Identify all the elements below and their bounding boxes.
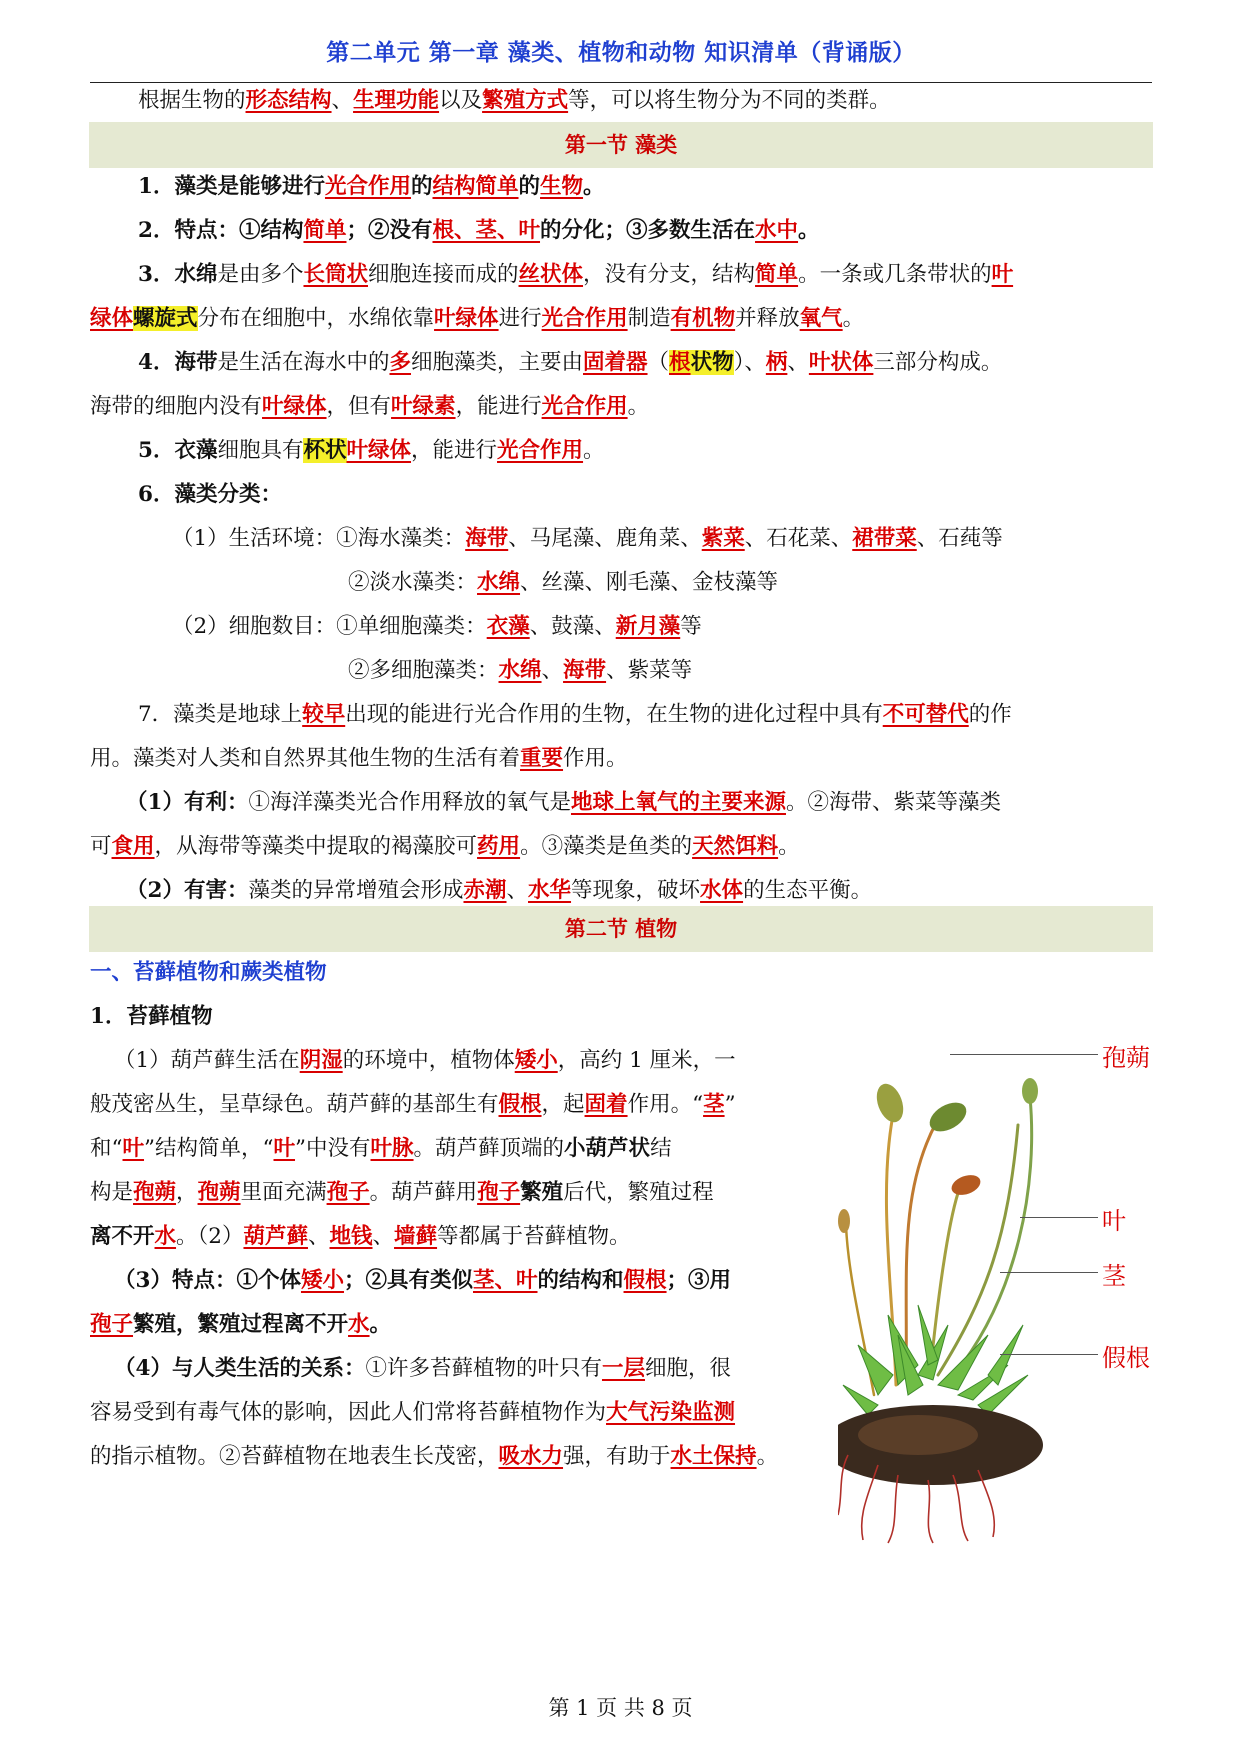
algae-point-4-line2: 海带的细胞内没有叶绿体，但有叶绿素，能进行光合作用。 <box>90 394 650 419</box>
moss-relation-line2: 容易受到有毒气体的影响，因此人们常将苔藓植物作为大气污染监测 <box>90 1400 736 1425</box>
moss-illustration <box>838 1075 1158 1545</box>
moss-relation-line3: 的指示植物。②苔藓植物在地表生长茂密，吸水力强，有助于水土保持。 <box>90 1444 779 1469</box>
moss-line-5: 离不开水。（2）葫芦藓、地钱、墙藓等都属于苔藓植物。 <box>90 1224 631 1249</box>
algae-point-7-line1: 7．藻类是地球上较早出现的能进行光合作用的生物，在生物的进化过程中具有不可替代的作 <box>138 702 1012 727</box>
subheading-bryophytes-ferns: 一、苔藓植物和蕨类植物 <box>90 960 327 985</box>
algae-point-7-line2: 用。藻类对人类和自然界其他生物的生活有着重要作用。 <box>90 746 628 771</box>
moss-relation-line1: （4）与人类生活的关系：①许多苔藓植物的叶只有一层细胞，很 <box>114 1356 732 1381</box>
label-capsule: 孢蒴 <box>1102 1044 1150 1072</box>
algae-point-4-line1: 4．海带是生活在海水中的多细胞藻类，主要由固着器（根状物）、柄、叶状体三部分构成。 <box>138 350 1003 375</box>
section-title-algae: 第一节 藻类 <box>89 122 1153 168</box>
algae-class-cell-multi: ②多细胞藻类：水绵、海带、紫菜等 <box>348 658 693 683</box>
algae-point-5: 5．衣藻细胞具有杯状叶绿体，能进行光合作用。 <box>138 438 605 463</box>
algae-class-habitat-sea: （1）生活环境：①海水藻类：海带、马尾藻、鹿角菜、紫菜、石花菜、裙带菜、石莼等 <box>172 526 1003 551</box>
algae-harm: （2）有害：藻类的异常增殖会形成赤潮、水华等现象，破坏水体的生态平衡。 <box>126 878 873 903</box>
algae-point-3-line1: 3．水绵是由多个长筒状细胞连接而成的丝状体，没有分支，结构简单。一条或几条带状的叶 <box>138 262 1014 287</box>
algae-point-1: 1．藻类是能够进行光合作用的结构简单的生物。 <box>138 174 605 199</box>
label-line-rhizoid <box>1000 1354 1098 1355</box>
header-divider <box>90 82 1152 83</box>
moss-line-3: 和“叶”结构简单，“叶”中没有叶脉。葫芦藓顶端的小葫芦状结 <box>90 1136 672 1161</box>
algae-point-6: 6．藻类分类： <box>138 482 282 507</box>
algae-class-habitat-fresh: ②淡水藻类：水绵、丝藻、刚毛藻、金枝藻等 <box>348 570 779 595</box>
label-leaf: 叶 <box>1102 1207 1126 1235</box>
algae-point-2: 2．特点：①结构简单；②没有根、茎、叶的分化；③多数生活在水中。 <box>138 218 820 243</box>
moss-line-1: （1）葫芦藓生活在阴湿的环境中，植物体矮小，高约 1 厘米，一 <box>114 1048 736 1073</box>
moss-features-line1: （3）特点：①个体矮小；②具有类似茎、叶的结构和假根；③用 <box>114 1268 732 1293</box>
algae-point-3-line2: 绿体螺旋式分布在细胞中，水绵依靠叶绿体进行光合作用制造有机物并释放氧气。 <box>90 306 865 331</box>
label-stem: 茎 <box>1102 1262 1126 1290</box>
label-line-leaf <box>1020 1217 1098 1218</box>
moss-features-line2: 孢子繁殖，繁殖过程离不开水。 <box>90 1312 392 1337</box>
moss-capsules <box>838 1078 1038 1233</box>
moss-line-2: 般茂密丛生，呈草绿色。葫芦藓的基部生有假根，起固着作用。“茎” <box>90 1092 736 1117</box>
section-title-plants: 第二节 植物 <box>89 906 1153 952</box>
algae-benefit-line2: 可食用，从海带等藻类中提取的褐藻胶可药用。③藻类是鱼类的天然饵料。 <box>90 834 800 859</box>
label-line-stem <box>1000 1272 1098 1273</box>
label-rhizoid: 假根 <box>1102 1344 1150 1372</box>
page-header-title: 第二单元 第一章 藻类、植物和动物 知识清单（背诵版） <box>326 40 916 66</box>
algae-benefit-line1: （1）有利：①海洋藻类光合作用释放的氧气是地球上氧气的主要来源。②海带、紫菜等藻类 <box>126 790 1002 815</box>
page-footer: 第 1 页 共 8 页 <box>548 1696 693 1720</box>
algae-class-cell-single: （2）细胞数目：①单细胞藻类：衣藻、鼓藻、新月藻等 <box>172 614 702 639</box>
label-line-capsule <box>950 1054 1098 1055</box>
subheading-bryophytes: 1．苔藓植物 <box>90 1004 213 1029</box>
intro-paragraph: 根据生物的形态结构、生理功能以及繁殖方式等，可以将生物分为不同的类群。 <box>138 88 891 113</box>
moss-line-4: 构是孢蒴，孢蒴里面充满孢子。葫芦藓用孢子繁殖后代，繁殖过程 <box>90 1180 714 1205</box>
moss-soil-highlight <box>858 1415 978 1455</box>
